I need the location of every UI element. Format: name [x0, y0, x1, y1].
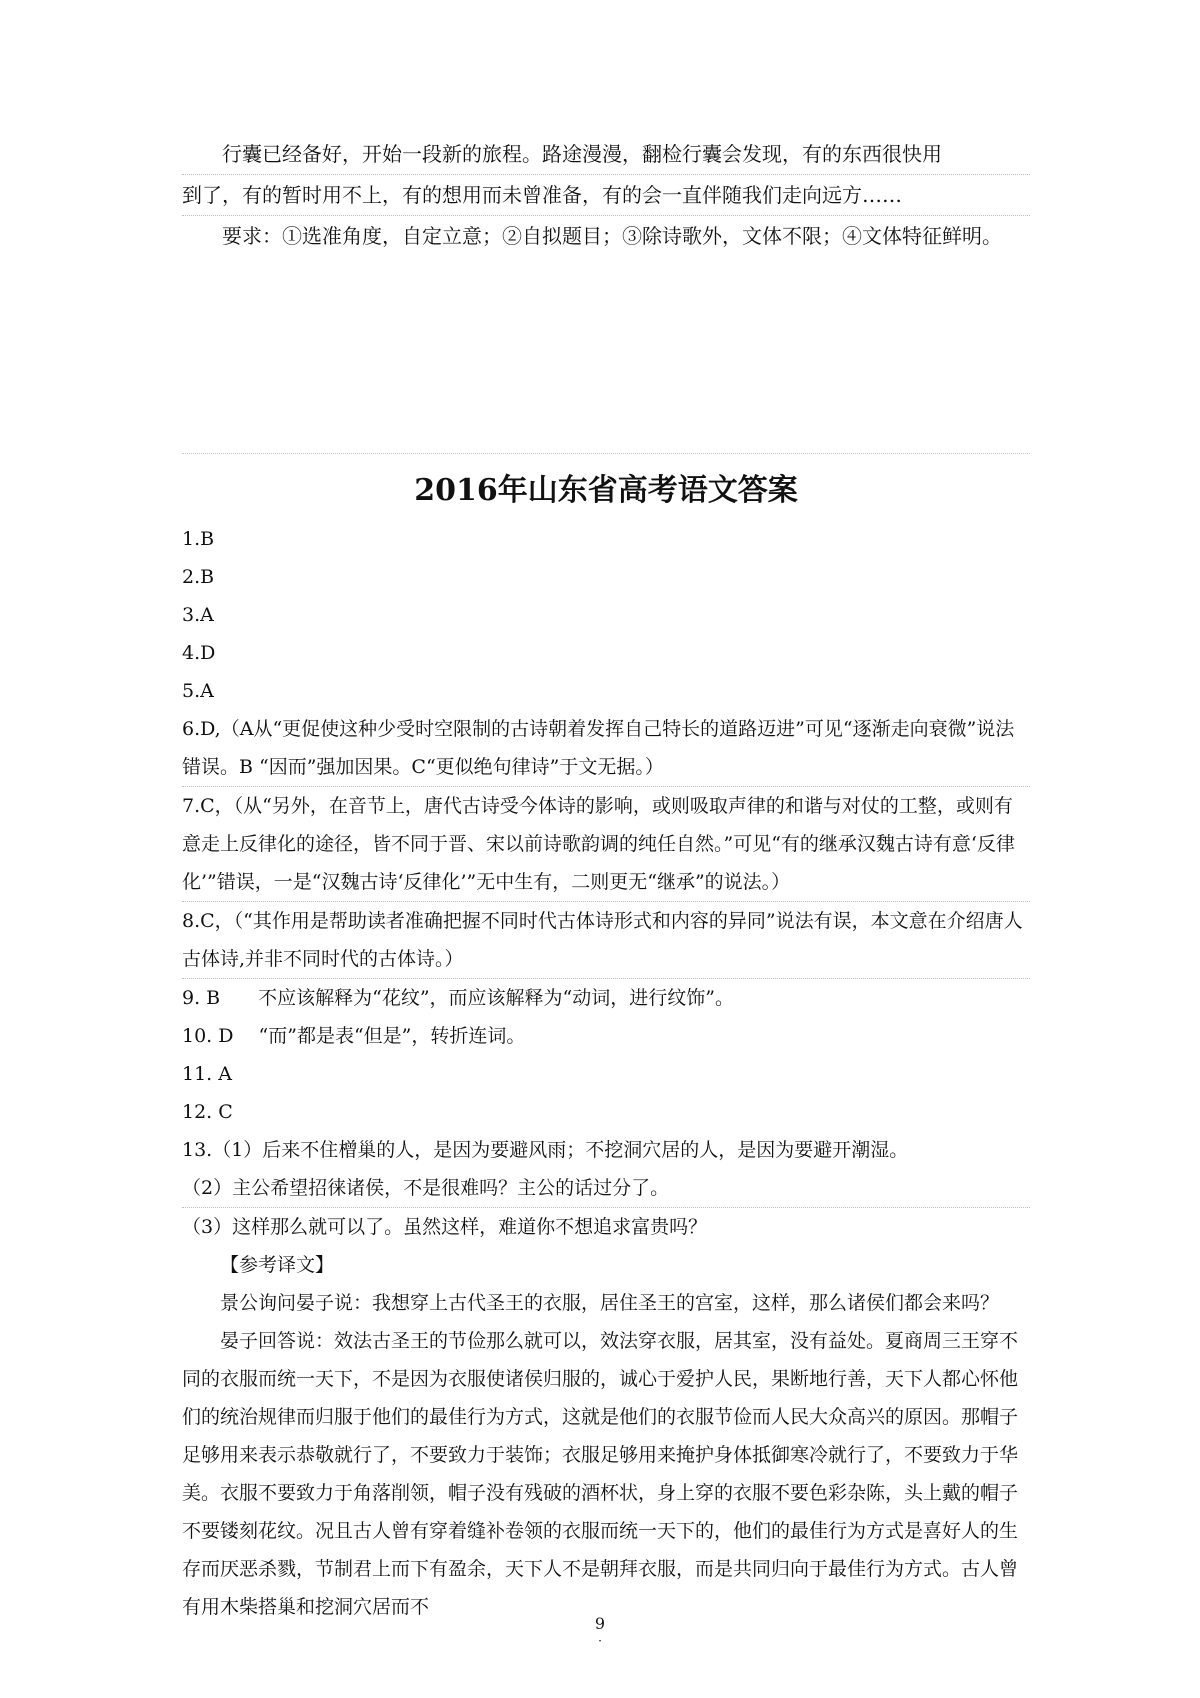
answer-item: 2.B [182, 566, 215, 588]
answer-list [182, 520, 1030, 1626]
answer-item: 5.A [182, 680, 214, 702]
answer-item: 1.B [182, 528, 215, 550]
answer-item: 10. D “而”都是表“但是”，转折连词。 [182, 1025, 526, 1047]
answer-item: 8.C，（“其作用是帮助读者准确把握不同时代古体诗形式和内容的异同”说法有误，本文意在介绍唐人古体诗,并非不同时代的古体诗。） [182, 902, 1030, 979]
essay-prompt-line-2: 到了，有的暂时用不上，有的想用而未曾准备，有的会一直伴随我们走向远方…… [182, 175, 1030, 216]
answer-item: （3）这样那么就可以了。虽然这样，难道你不想追求富贵吗？ [182, 1216, 708, 1238]
reference-translation-title: 【参考译文】 [220, 1254, 335, 1276]
answer-item: 11. A [182, 1063, 232, 1085]
answer-item: 6.D,（A从“更促使这种少受时空限制的古诗朝着发挥自己特长的道路迈进”可见“逐渐走向衰微”说法错误。B “因而”强加因果。C“更似绝句律诗”于文无据。） [182, 710, 1030, 787]
essay-requirement: 要求：①选准角度，自定立意；②自拟题目；③除诗歌外，文体不限；④文体特征鲜明。 [222, 224, 1002, 248]
essay-prompt [182, 134, 1030, 256]
answer-item: 4.D [182, 642, 216, 664]
answer-title: 2016年山东省高考语文答案 [414, 473, 798, 508]
answer-item: 9. B 不应该解释为“花纹”，而应该解释为“动词，进行纹饰”。 [182, 987, 734, 1009]
answer-item: 7.C，（从“另外，在音节上，唐代古诗受今体诗的影响，或则吸取声律的和谐与对仗的工整，或则有意走上反律化的途径，皆不同于晋、宋以前诗歌韵调的纯任自然。”可见“有的继承汉魏古诗有意‘反律化’”错误，一是“汉魏古诗‘反律化’”无中生有，二则更无“继承”的说法。） [182, 787, 1030, 902]
page-number-dot: · [598, 1634, 602, 1648]
answer-item: 12. C [182, 1101, 233, 1123]
section-divider [182, 453, 1030, 454]
answer-item: （2）主公希望招徕诸侯，不是很难吗？主公的话过分了。 [182, 1169, 1030, 1208]
page-number: 9 [594, 1614, 606, 1633]
essay-prompt-line-1: 行囊已经备好，开始一段新的旅程。路途漫漫，翻检行囊会发现，有的东西很快用 [182, 134, 1030, 175]
reference-paragraph-2: 晏子回答说：效法古圣王的节俭那么就可以，效法穿衣服，居其室，没有益处。夏商周三王穿不同的衣服而统一天下，不是因为衣服使诸侯归服的，诚心于爱护人民，果断地行善，天下人都心怀他们的统治规律而归服于他们的最佳行为方式，这就是他们的衣服节俭而人民大众高兴的原因。那帽子足够用来表示恭敬就行了，不要致力于装饰；衣服足够用来掩护身体抵御寒冷就行了，不要致力于华美。衣服不要致力于角落削领，帽子没有残破的酒杯状，身上穿的衣服不要色彩杂陈，头上戴的帽子不要镂刻花纹。况且古人曾有穿着缝补卷领的衣服而统一天下的，他们的最佳行为方式是喜好人的生存而厌恶杀戮，节制君上而下有盈余，天下人不是朝拜衣服，而是共同归向于最佳行为方式。古人曾有用木柴搭巢和挖洞穴居而不 [182, 1330, 1019, 1618]
answer-item: 13.（1）后来不住橧巢的人，是因为要避风雨；不挖洞穴居的人，是因为要避开潮湿。 [182, 1139, 909, 1161]
answer-item: 3.A [182, 604, 214, 626]
reference-paragraph-1: 景公询问晏子说：我想穿上古代圣王的衣服，居住圣王的宫室，这样，那么诸侯们都会来吗？ [220, 1292, 1000, 1314]
